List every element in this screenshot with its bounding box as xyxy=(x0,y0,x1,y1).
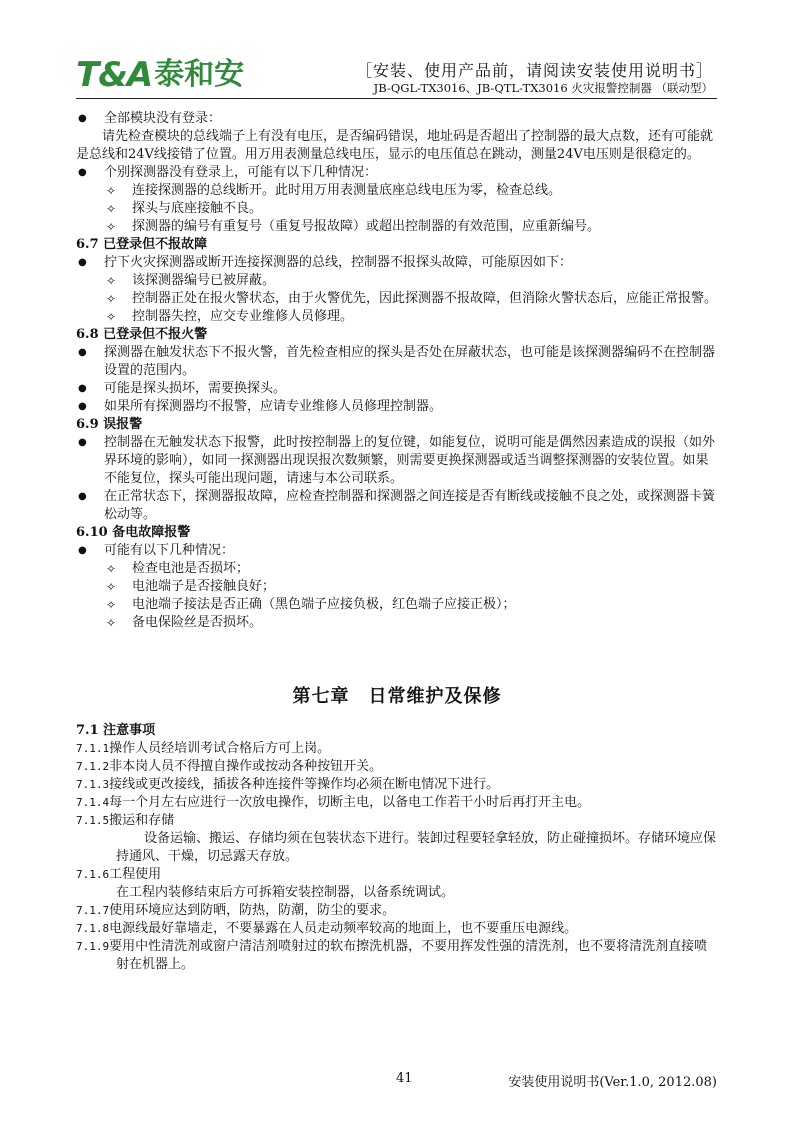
section-heading-6-8: 6.8 已登录但不报火警 xyxy=(76,327,208,342)
item-number: 7.1.6 xyxy=(76,868,110,881)
item-text: 要用中性清洗剂或窗户清洁剂喷射过的软布擦洗机器，不要用挥发性强的清洗剂，也不要将清洗剂直接喷射在机器上。 xyxy=(109,939,708,972)
bullet-item: ● 可能是探头损坏，需要换探头。 xyxy=(76,380,718,398)
item-number: 7.1.4 xyxy=(76,796,110,809)
item-number: 7.1.3 xyxy=(76,778,110,791)
item-text: 每一个月左右应进行一次放电操作，切断主电，以备电工作若干小时后再打开主电。 xyxy=(109,795,591,810)
numbered-item xyxy=(76,938,718,974)
sub-item: ✧ 电池端子接法是否正确（黑色端子应接负极，红色端子应接正极）； xyxy=(76,596,718,614)
item-body: 设备运输、搬运、存储均须在包装状态下进行。装卸过程要轻拿轻放，防止碰撞损坏。存储环境应保持通风、干燥，切忌露天存放。 xyxy=(116,831,717,864)
spacer xyxy=(76,632,718,674)
page-body xyxy=(76,110,718,974)
sub-item: ✧ 检查电池是否损坏； xyxy=(76,560,718,578)
logo-chinese-name: 泰和安 xyxy=(154,57,245,92)
bullet-item: ● 在正常状态下，探测器报故障，应检查控制器和探测器之间连接是否有断线或接触不良之处，或探测器卡簧松动等。 xyxy=(76,488,718,524)
bullet-item: ● 个别探测器没有登录上，可能有以下几种情况： xyxy=(76,164,718,182)
item-text: 使用环境应达到防晒，防热，防潮，防尘的要求。 xyxy=(109,903,396,918)
company-logo xyxy=(76,56,244,94)
sub-item: ✧ 电池端子是否接触良好； xyxy=(76,578,718,596)
item-number: 7.1.2 xyxy=(76,760,110,773)
item-number: 7.1.9 xyxy=(76,940,110,953)
item-text: 操作人员经培训考试合格后方可上岗。 xyxy=(109,741,331,756)
header-subtitle: JB-QGL-TX3016、JB-QTL-TX3016 火灾报警控制器 （联动型） xyxy=(373,81,713,95)
section-heading-7-1: 7.1 注意事项 xyxy=(76,723,156,738)
bullet-item: ● 可能有以下几种情况： xyxy=(76,542,718,560)
sub-item: ✧ 连接探测器的总线断开。此时用万用表测量底座总线电压为零，检查总线。 xyxy=(76,182,718,200)
item-text: 非本岗人员不得擅自操作或按动各种按钮开关。 xyxy=(109,759,383,774)
section-heading-6-9: 6.9 误报警 xyxy=(76,417,143,432)
numbered-item xyxy=(76,866,718,884)
item-number: 7.1.1 xyxy=(76,742,110,755)
item-text: 工程使用 xyxy=(109,867,162,882)
logo-latin-a: A xyxy=(126,55,153,95)
item-number: 7.1.8 xyxy=(76,922,110,935)
bullet-item: ● 控制器在无触发状态下报警，此时按控制器上的复位键，如能复位，说明可能是偶然因素造成的误报（如外界环境的影响），如同一探测器出现误报次数频繁，则需要更换探测器或适当调整探测器的安装位置。如果不能复位，探头可能出现问题，请速与本公司联系。 xyxy=(76,434,718,488)
sub-item: ✧ 该探测器编号已被屏蔽。 xyxy=(76,272,718,290)
numbered-item xyxy=(76,812,718,830)
numbered-item xyxy=(76,776,718,794)
sub-item: ✧ 探头与底座接触不良。 xyxy=(76,200,718,218)
numbered-item xyxy=(76,758,718,776)
item-body: 在工程内装修结束后方可拆箱安装控制器，以备系统调试。 xyxy=(116,885,455,900)
bullet-item: ● 如果所有探测器均不报警，应请专业维修人员修理控制器。 xyxy=(76,398,718,416)
numbered-item xyxy=(76,740,718,758)
section-heading-6-10: 6.10 备电故障报警 xyxy=(76,525,191,540)
section-heading-6-7: 6.7 已登录但不报故障 xyxy=(76,237,208,252)
item-text: 电源线最好靠墙走，不要暴露在人员走动频率较高的地面上，也不要重压电源线。 xyxy=(109,921,578,936)
item-text: 搬运和存储 xyxy=(109,813,175,828)
sub-item: ✧ 控制器失控，应交专业维修人员修理。 xyxy=(76,308,718,326)
item-number: 7.1.7 xyxy=(76,904,110,917)
page-number: 41 xyxy=(396,1071,413,1086)
sub-item: ✧ 控制器正处在报火警状态，由于火警优先，因此探测器不报故障，但消除火警状态后，应能正常报警。 xyxy=(76,290,718,308)
chapter-title: 第七章 日常维护及保修 xyxy=(292,686,502,707)
logo-latin-t: T xyxy=(76,55,99,95)
sub-item: ✧ 备电保险丝是否损坏。 xyxy=(76,614,718,632)
numbered-item xyxy=(76,920,718,938)
item-text: 接线或更改接线，插拔各种连接件等操作均必须在断电情况下进行。 xyxy=(109,777,500,792)
numbered-item xyxy=(76,794,718,812)
paragraph: 请先检查模块的总线端子上有没有电压，是否编码错误，地址码是否超出了控制器的最大点数，还有可能就是总线和24V线接错了位置。用万用表测量总线电压，显示的电压值总在跳动，测量24V电压则是很稳定的。 xyxy=(76,129,714,162)
header-divider xyxy=(76,98,717,99)
logo-ampersand: & xyxy=(98,55,127,95)
item-number: 7.1.5 xyxy=(76,814,110,827)
bullet-item: ● 拧下火灾探测器或断开连接探测器的总线，控制器不报探头故障，可能原因如下： xyxy=(76,254,718,272)
numbered-item xyxy=(76,902,718,920)
bullet-item: ● 探测器在触发状态下不报火警，首先检查相应的探头是否处在屏蔽状态，也可能是该探测器编码不在控制器设置的范围内。 xyxy=(76,344,718,380)
footer-document-version: 安装使用说明书(Ver.1.0, 2012.08) xyxy=(508,1075,717,1090)
sub-item: ✧ 探测器的编号有重复号（重复号报故障）或超出控制器的有效范围，应重新编号。 xyxy=(76,218,718,236)
bullet-item: ● 全部模块没有登录： xyxy=(76,110,718,128)
header-title: ［安装、使用产品前，请阅读安装使用说明书］ xyxy=(355,61,713,80)
